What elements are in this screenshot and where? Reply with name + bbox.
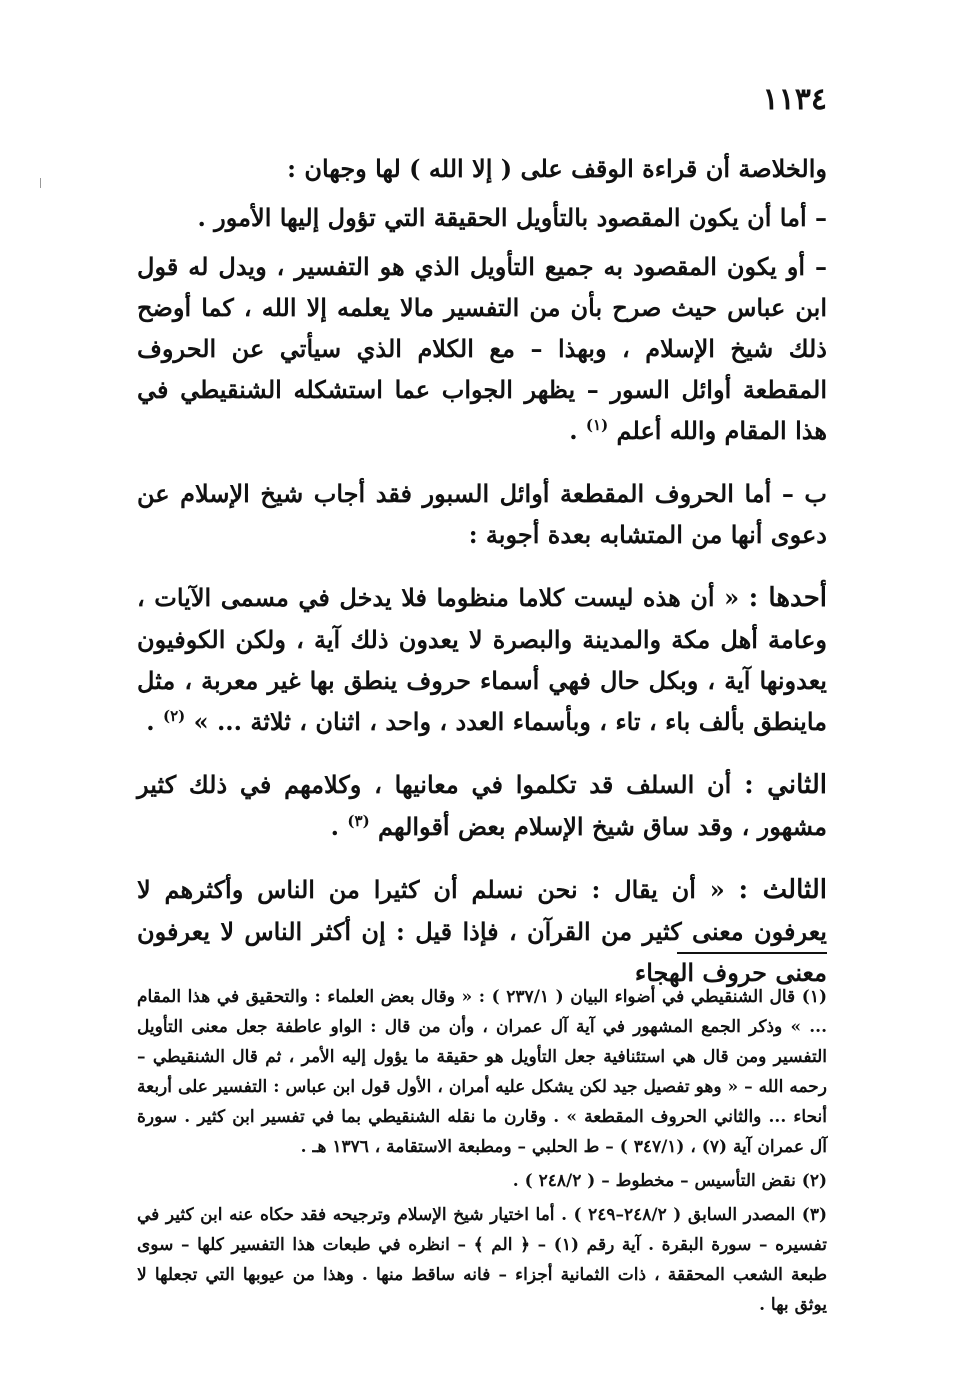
paragraph-text: ب – أما الحروف المقطعة أوائل السبور فقد أجاب شيخ الإسلام عن دعوى أنها من المتشابه بعدة أجوبة :	[137, 479, 827, 549]
main-body	[137, 148, 827, 1015]
paragraph-lead: أحدها :	[748, 583, 827, 613]
paragraph-text: « أن هذه ليست كلاما منظوما فلا يدخل في مسمى الآيات ، وعامة أهل مكة والمدينة والبصرة لا يعدون ذلك آية ، ولكن الكوفيون يعدونها آية ، وبكل حال فهي أسماء حروف ينطق بها غير معربة ، مثل ماينطق بألف باء ، تاء ، وبأسماء العدد ، واحد ، اثنان ، ثلاثة ... »	[137, 583, 827, 736]
paragraph-lead: الثالث :	[738, 875, 828, 905]
paragraph-text: والخلاصة أن قراءة الوقف على ( إلا الله ) لها وجهان :	[287, 154, 827, 183]
paragraph-text: – أما أن يكون المقصود بالتأويل الحقيقة التي تؤول إليها الأمور .	[197, 203, 827, 232]
paragraph-text: أن السلف قد تكلموا في معانيها ، وكلامهم في ذلك كثير مشهور ، وقد ساق شيخ الإسلام بعض أقوالهم	[137, 770, 827, 841]
paragraph-second-aspect	[137, 246, 827, 451]
footnote-reference: (١)	[585, 416, 609, 434]
paragraph-ending: .	[146, 707, 163, 736]
paragraph-answer-two	[137, 764, 827, 847]
paragraph-ending: .	[330, 812, 348, 841]
footnote-3: (٣) المصدر السابق ( ٢٤٨/٢–٢٤٩ ) . أما اختيار شيخ الإسلام وترجيحه فقد حكاه عنه ابن كثير في تفسيره – سورة البقرة . آية رقم (١) – ﴿ الم ﴾ – انظره في طبعات هذا التفسير كلها – سوى طبعة الشعب المحققة ، ذات الثمانية أجزاء – فانه ساقط منها . وهذا من عيوبها التي تجعلها لا يوثق بها .	[137, 1205, 827, 1315]
footnote-separator	[677, 952, 827, 954]
paragraph-answer-three	[137, 869, 827, 993]
paragraph-section-b	[137, 473, 827, 555]
paragraph-ending: .	[569, 416, 586, 445]
footnote-reference: (٣)	[347, 812, 370, 830]
footnotes-section	[137, 982, 827, 1324]
page-number: ١١٣٤	[762, 82, 827, 117]
margin-mark	[40, 178, 47, 188]
paragraph-text: « أن يقال : نحن نسلم أن كثيرا من الناس وأكثرهم لا يعرفون معنى كثير من القرآن ، فإذا قيل : إن أكثر الناس لا يعرفون معنى حروف الهجاء	[137, 875, 827, 987]
footnote-1: (١) قال الشنقيطي في أضواء البيان ( ٢٣٧/١ ) : « وقال بعض العلماء : والتحقيق في هذا المقام ... » وذكر الجمع المشهور في آية آل عمران ، وأن من قال : الواو عاطفة جعل معنى التأويل التفسير ومن قال هي استئنافية جعل التأويل هو حقيقة ما يؤول إليه الأمر ، ثم قال الشنقيطي – رحمه الله – « وهو تفصيل جيد لكن يشكل عليه أمران ، الأول قول ابن عباس : التفسير على أربعة أنحاء ... والثاني الحروف المقطعة » . وقارن ما نقله الشنقيطي بما في تفسير ابن كثير . سورة آل عمران آية (٧) ، (٣٤٧/١ ) – ط الحلبي – ومطبعة الاستقامة ، ١٣٧٦ هـ .	[137, 987, 828, 1157]
paragraph-lead: الثاني :	[744, 770, 827, 800]
paragraph-text: – أو يكون المقصود به جميع التأويل الذي هو التفسير ، ويدل له قول ابن عباس حيث صرح بأن من التفسير مالا يعلمه إلا الله ، كما أوضح ذلك شيخ الإسلام ، وبهذا – مع الكلام الذي سيأتي عن الحروف المقطعة أوائل السور – يظهر الجواب عما استشكله الشنقيطي في هذا المقام والله أعلم	[137, 252, 827, 445]
paragraph-summary	[137, 148, 827, 189]
paragraph-answer-one	[137, 577, 827, 742]
paragraph-first-aspect	[137, 197, 827, 238]
footnote-2: (٢) نقض التأسيس – مخطوط – ( ٢٤٨/٢ ) .	[512, 1171, 827, 1191]
footnote-reference: (٢)	[162, 707, 186, 725]
